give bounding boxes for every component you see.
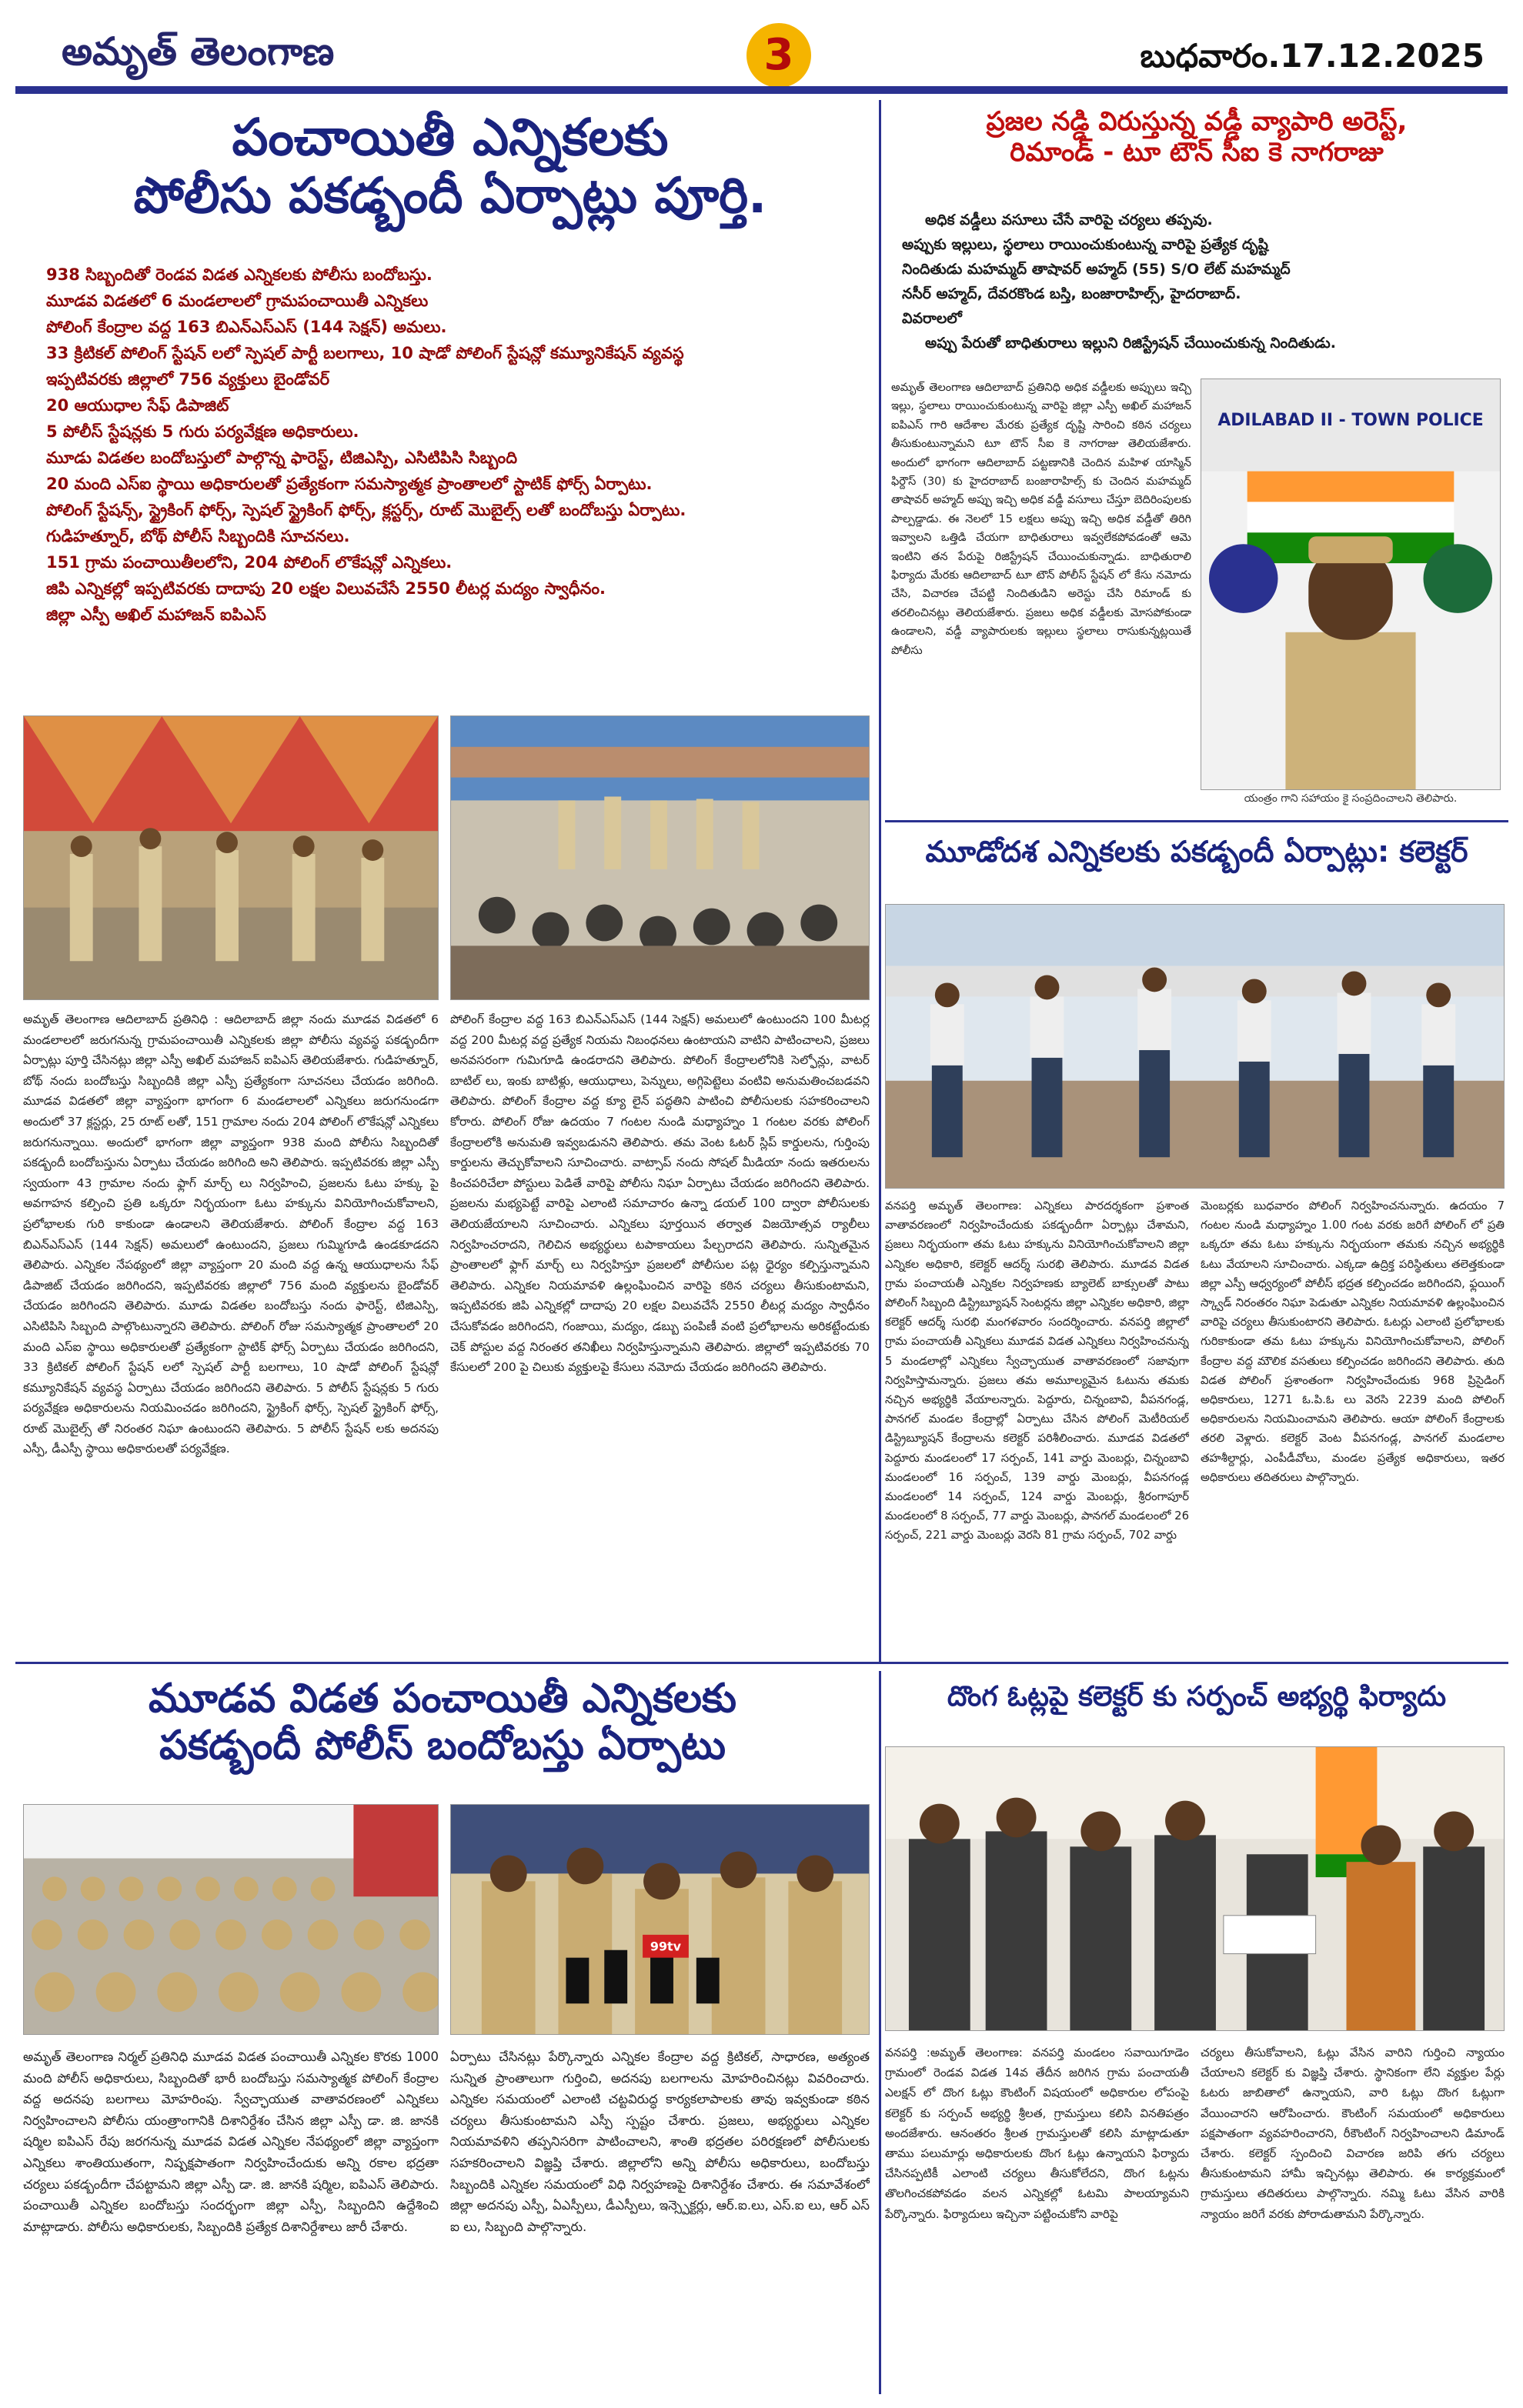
story-police-headline-line2: పోలీసు పకడ్బందీ ఏర్పాట్లు పూర్తి. (133, 167, 767, 225)
tv-mic-label: 99tv (650, 1939, 682, 1954)
sp-press-meet-photo (450, 1804, 870, 2035)
story-police-points (46, 262, 862, 628)
newspaper-brand: అమృత్ తెలంగాణ (62, 29, 335, 74)
story-police-col1: అమృత్ తెలంగాణ ఆదిలాబాద్ ప్రతినిధి : ఆదిలాబాద్ జిల్లా నందు మూడవ విడతలో 6 మండలాలలో జరుగనున్న గ్రామపంచాయితీ ఎన్నికలకు జిల్లా పోలీసు వ్యవస్థ పకడ్బందీగా ఏర్పాట్లు పూర్తి చేసినట్లు జిల్లా ఎస్పీ అఖిల్ మహాజన్ ఐపిఎస్ తెలియజేశారు. గుడిహత్నూర్, బోథ్ నందు బందోబస్తు సిబ్బందికి జిల్లా ఎస్పీ ప్రత్యేకంగా సూచనలు చేయడం జరిగింది. మూడవ విడతలో జిల్లా వ్యాప్తంగా భాగంగా 6 మండలాలలో ఎన్నికలు జరుగనుండగా అందులో 37 క్లస్టర్లు, 25 రూట్ లతో, 151 గ్రామాల నందు 204 పోలింగ్ లొకేషన్లో ఎన్నికలు జరుగనున్నాయి. అందులో భాగంగా జిల్లా వ్యాప్తంగా 938 మంది పోలీసు సిబ్బందితో పకడ్బందీ బందోబస్తును ఏర్పాటు చేయడం జరిగింది అని తెలిపారు. ఇప్పటివరకు జిల్లా ఎస్పీ స్వయంగా 43 గ్రామాల నందు ఫ్లాగ్ మార్చ్ లు నిర్వహించి, ప్రజలను ఓటు హక్కు పై అవగాహన కల్పించి ప్రతి ఒక్కరూ నిర్భయంగా ఓటు హక్కును వినియోగించుకోవాలని, ప్రలోభాలకు గురి కాకుండా ఉండాలని తెలియజేశారు. పోలింగ్ కేంద్రాల వద్ద 163 బిఎన్ఎస్ఎస్ (144 సెక్షన్) అమలులో ఉంటుందని, ప్రజలు గుమ్మిగూడి ఉండకూడదని తెలిపారు. ఎన్నికల నేపథ్యంలో జిల్లా వ్యాప్తంగా 20 మంది వద్ద ఉన్న ఆయుధాలను సేఫ్ డిపాజిట్ చేయడం జరిగిందని, ఇప్పటివరకు జిల్లాలో 756 మంది వ్యక్తులను బైండోవర్ చేయడం జరిగిందని తెలిపారు. మూడు విడతల బందోబస్తు నందు ఫారెస్ట్, టిజిఎస్పి, ఎసిటిపిసి సిబ్బంది పాల్గొంటున్నారని తెలిపారు. పోలింగ్ రోజు సమస్యాత్మక ప్రాంతాలలో 20 మంది ఎస్ఐ స్థాయి అధికారులతో ప్రత్యేకంగా స్టాటిక్ ఫోర్స్ ఏర్పాటు చేయడం జరిగిందని, 33 క్రిటికల్ పోలింగ్ స్టేషన్ లలో స్పెషల్ పార్టీ బలగాలు, 10 షాడో పోలింగ్ స్టేషన్లో కమ్యూనికేషన్ వ్యవస్థ ఏర్పాటు చేయడం జరిగిందని తెలిపారు. 5 పోలీస్ స్టేషన్లకు 5 గురు పర్యవేక్షణ అధికారులను నియమించడం జరిగిందని, స్ట్రైకింగ్ ఫోర్స్, స్పెషల్ స్ట్రైకింగ్ ఫోర్స్, రూట్ మొబైల్స్ తో నిరంతర నిఘా ఉంటుందని తెలిపారు. 5 పోలీస్ స్టేషన్ లకు అదనపు ఎస్పీ, డీఎస్పీ స్థాయి అధికారులతో పర్యవేక్షణ. (23, 1012, 439, 1456)
issue-date: బుధవారం.17.12.2025 (1140, 37, 1485, 75)
story-police-third-headline-line1: మూడవ విడత పంచాయితీ ఎన్నికలకు (148, 1676, 736, 1722)
story-police-point: గుడిహత్నూర్, బోథ్ పోలీస్ సిబ్బందికి సూచనలు. (46, 527, 350, 545)
story-arrest-headline-line2: రిమాండ్ - టూ టౌన్ సీఐ కె నాగరాజు (1010, 137, 1384, 168)
story-police-point: పోలింగ్ కేంద్రాల వద్ద 163 బిఎన్ఎస్ఎస్ (144 సెక్షన్) అమలు. (46, 318, 447, 336)
story-collector-col1: వనపర్తి అమృత్ తెలంగాణ: ఎన్నికలు పారదర్శకంగా ప్రశాంత వాతావరణంలో నిర్వహించేందుకు పకడ్బందీగా ఏర్పాట్లు చేశామని, ప్రజలు నిర్భయంగా తమ ఓటు హక్కును వినియోగించుకోవాలని జిల్లా ఎన్నికల అధికారి, కలెక్టర్ ఆదర్శ్ సురభి తెలిపారు. మూడవ విడత గ్రామ పంచాయతీ ఎన్నికల నిర్వహణకు బ్యాలెట్ బాక్సులతో పాటు పోలింగ్ సిబ్బంది డిస్ట్రిబ్యూషన్ సెంటర్లను జిల్లా ఎన్నికల అధికారి, జిల్లా కలెక్టర్ ఆదర్శ్ సురభి మంగళవారం సందర్శించారు. వనపర్తి జిల్లాలో గ్రామ పంచాయతీ ఎన్నికలు మూడవ విడత ఎన్నికలు నిర్వహించనున్న 5 మండలాల్లో ఎన్నికలు స్వేచ్ఛాయుత వాతావరణంలో సజావుగా నిర్వహిస్తామన్నారు. ప్రజలు తమ అమూల్యమైన ఓటును తమకు నచ్చిన అభ్యర్థికి వేయాలన్నారు. పెద్దూరు, చిన్నంబావి, వీపనగండ్ల, పానగల్ మండల కేంద్రాల్లో ఏర్పాటు చేసిన పోలింగ్ మెటీరియల్ డిస్ట్రిబ్యూషన్ కేంద్రాలను కలెక్టర్ పరిశీలించారు. మూడవ విడతలో పెద్దూరు మండలంలో 17 సర్పంచ్, 141 వార్డు మెంబర్లు, చిన్నంబావి మండలంలో 16 సర్పంచ్, 139 వార్డు మెంబర్లు, వీపనగండ్ల మండలంలో 14 సర్పంచ్, 124 వార్డు మెంబర్లు, శ్రీరంగాపూర్ మండలంలో 8 సర్పంచ్, 77 వార్డు మెంబర్లు, పానగల్ మండలంలో 26 సర్పంచ్, 221 వార్డు మెంబర్లు వెరసి 81 గ్రామ సర్పంచ్, 702 వార్డు (885, 1199, 1189, 1543)
story-police-point: మూడవ విడతలో 6 మండలాలలో గ్రామపంచాయితీ ఎన్నికలు (46, 292, 429, 310)
story-police-point: 20 ఆయుధాల సేఫ్ డిపాజిట్ (46, 396, 229, 415)
masthead-rule (15, 86, 1508, 94)
story-police-third-col1: అమృత్ తెలంగాణ నిర్మల్ ప్రతినిధి మూడవ విడత పంచాయితీ ఎన్నికల కొరకు 1000 మంది పోలీస్ అధికారులు, సిబ్బందితో భారీ బందోబస్తు సమస్యాత్మక పోలింగ్ కేంద్రాల వద్ద అదనపు బలగాలు మోహరింపు. స్వేచ్ఛాయుత వాతావరణంలో ఎన్నికలు నిర్వహించాలని పోలీసు యంత్రాంగానికి దిశానిర్దేశం చేసిన జిల్లా ఎస్పీ డా. జి. జానకి షర్మిల ఐపిఎస్ రేపు జరగనున్న మూడవ విడత ఎన్నికల నేపథ్యంలో జిల్లా వ్యాప్తంగా ఎన్నికలు శాంతియుతంగా, నిష్పక్షపాతంగా నిర్వహించేందుకు అన్ని రకాల భద్రతా చర్యలు పకడ్బందీగా చేపట్టామని జిల్లా ఎస్పీ డా. జి. జానకి షర్మిల, ఐపిఎస్ తెలిపారు. పంచాయితీ ఎన్నికల బందోబస్తు సందర్భంగా జిల్లా ఎస్పీ, సిబ్బందిని ఉద్దేశించి మాట్లాడారు. పోలీసు అధికారులకు, సిబ్బందికి ప్రత్యేక దిశానిర్దేశాలు జారీ చేశారు. (23, 2049, 439, 2234)
story-police-third-headline (15, 1676, 870, 1770)
story-fake-votes-headline: దొంగ ఓట్లపై కలెక్టర్ కు సర్పంచ్ అభ్యర్థి ఫిర్యాదు (947, 1681, 1447, 1713)
story-arrest-point: అప్పు పేరుతో బాధితురాలు ఇల్లుని రిజిస్ట్రేషన్ చేయించుకున్న నిందితుడు. (925, 335, 1336, 352)
section-rule (885, 820, 1508, 822)
story-arrest-point: వివరాలలో (902, 310, 962, 327)
story-arrest-point: అప్పుకు ఇల్లులు, స్థలాలు రాయించుకుంటున్న వారిపై ప్రత్యేక దృష్టి (902, 236, 1268, 253)
story-arrest-points (902, 208, 1502, 355)
page-number-badge: 3 (746, 23, 811, 88)
story-arrest-caption: యంత్రం గాని సహాయం కై సంప్రదించాలని తెలిపారు. (1244, 792, 1458, 805)
story-police-headline-line1: పంచాయితీ ఎన్నికలకు (232, 108, 669, 167)
column-divider (879, 1671, 881, 2394)
story-police-point: 33 క్రిటికల్ పోలింగ్ స్టేషన్ లలో స్పెషల్ పార్టీ బలగాలు, 10 షాడో పోలింగ్ స్టేషన్లో కమ్యూనికేషన్ వ్యవస్థ (46, 344, 684, 362)
collector-petition-photo (885, 1746, 1505, 2031)
story-police-headline (31, 108, 870, 225)
story-arrest-body: అమృత్ తెలంగాణ ఆదిలాబాద్ ప్రతినిధి అధిక వడ్డీలకు అప్పులు ఇచ్చి ఇల్లు, స్థలాలు రాయించుకుంటున్న వారిపై జిల్లా ఎస్పీ అఖిల్ మహాజన్ ఐపిఎస్ గారి ఆదేశాల మేరకు ప్రత్యేక దృష్టి సారించి కఠిన చర్యలు తీసుకుంటున్నామని టూ టౌన్ సీఐ కె నాగరాజు తెలియజేశారు. అందులో భాగంగా ఆదిలాబాద్ పట్టణానికి చెందిన మహిళ యాస్మిన్ ఫిర్దౌస్ (30) కు హైదరాబాద్ బంజారాహిల్స్ కు చెందిన మహమ్మద్ తాషావర్ అహ్మద్ అప్పు ఇచ్చి అధిక వడ్డీ వసూలు చేస్తూ బెదిరింపులకు పాల్పడ్డాడు. ఈ నెలలో 15 లక్షలు అప్పు ఇచ్చి అధిక వడ్డీతో తిరిగి ఇవ్వాలని ఒత్తిడి చేయగా బాధితురాలు ఇవ్వలేకపోవడంతో ఆమె ఇంటిని తన పేరుపై రిజిస్ట్రేషన్ చేయించుకున్నాడు. బాధితురాలి ఫిర్యాదు మేరకు ఆదిలాబాద్ టూ టౌన్ పోలీస్ స్టేషన్ లో కేసు నమోదు చేసి, విచారణ చేపట్టి నిందితుడిని అరెస్టు చేసి రిమాండ్ కు తరలించినట్లు తెలియజేశారు. ప్రజలు అధిక వడ్డీలకు మోసపోకుండా ఉండాలని, వడ్డీ వ్యాపారులకు ఇల్లులు స్థలాలు రాసుకున్నట్లయితే పోలీసు (891, 382, 1191, 657)
story-police-point: ఇప్పటివరకు జిల్లాలో 756 వ్యక్తులు బైండోవర్ (46, 370, 330, 389)
story-police-point: 5 పోలీస్ స్టేషన్లకు 5 గురు పర్యవేక్షణ అధికారులు. (46, 422, 359, 441)
story-police-third-col2: ఏర్పాటు చేసినట్లు పేర్కొన్నారు ఎన్నికల కేంద్రాల వద్ద క్రిటికల్, సాధారణ, అత్యంత సున్నిత ప్రాంతాలుగా గుర్తించి, అదనపు బలగాలను మోహరించినట్లు వివరించారు. ఎన్నికల సమయంలో ఎలాంటి చట్టవిరుద్ధ కార్యకలాపాలకు తావు ఇవ్వకుండా కఠిన చర్యలు తీసుకుంటామని ఎస్పీ స్పష్టం చేశారు. ప్రజలు, అభ్యర్థులు ఎన్నికల నియమావళిని తప్పనిసరిగా పాటించాలని, శాంతి భద్రతల పరిరక్షణలో పోలీసులకు సహకరించాలని విజ్ఞప్తి చేశారు. జిల్లాలోని అన్ని పోలీసు అధికారులు, బందోబస్తు సిబ్బందికి ఎన్నికల సమయంలో విధి నిర్వహణపై దిశానిర్దేశం చేశారు. ఈ సమావేశంలో జిల్లా అదనపు ఎస్పీ, ఏఎస్పీలు, డీఎస్పీలు, ఇన్స్పెక్టర్లు, ఆర్.ఐ.లు, ఎస్.ఐ లు, ఆర్ ఎస్ ఐ లు, సిబ్బంది పాల్గొన్నారు. (450, 2049, 870, 2234)
story-collector-col2: మెంబర్లకు బుధవారం పోలింగ్ నిర్వహించనున్నారు. ఉదయం 7 గంటల నుండి మధ్యాహ్నం 1.00 గంట వరకు జరిగే పోలింగ్ లో ప్రతి ఒక్కరూ తమ ఓటు హక్కును నిర్భయంగా తమకు నచ్చిన అభ్యర్థికి ఓటు వేయాలని సూచించారు. ఎక్కడా ఉద్రిక్త పరిస్థితులు తలెత్తకుండా జిల్లా ఎస్పీ ఆధ్వర్యంలో పోలీస్ భద్రత కల్పించడం జరిగిందని, ఫ్లయింగ్ స్క్వాడ్ నిరంతరం నిఘా పెడుతూ ఎన్నికల నియమావళి ఉల్లంఘించిన వారిపై చర్యలు తీసుకుంటారని తెలిపారు. ఓటర్లు ఎలాంటి ప్రలోభాలకు గురికాకుండా తమ ఓటు హక్కును వినియోగించుకోవాలని, పోలింగ్ కేంద్రాల వద్ద మౌలిక వసతులు కల్పించడం జరిగిందని తెలిపారు. తుది విడత పోలింగ్ ప్రశాంతంగా నిర్వహించేందుకు 968 ప్రిసైడింగ్ అధికారులు, 1271 ఓ.పి.ఓ లు వెరసి 2239 మంది పోలింగ్ అధికారులను నియమించామని తెలిపారు. ఆయా పోలింగ్ కేంద్రాలకు తరలి వెళ్లారు. కలెక్టర్ వెంట వీపనగండ్ల, పానగల్ మండలాల తహశీల్దార్లు, ఎంపీడీవోలు, మండల ప్రత్యేక అధికారులు, ఇతర అధికారులు తదితరులు పాల్గొన్నారు. (1201, 1199, 1505, 1484)
story-police-point: 20 మంది ఎస్ఐ స్థాయి అధికారులతో ప్రత్యేకంగా సమస్యాత్మక ప్రాంతాలలో స్టాటిక్ ఫోర్స్ ఏర్పాటు. (46, 475, 653, 493)
arrest-photo (1201, 379, 1501, 790)
story-fake-votes-col1: వనపర్తి :అమృత్ తెలంగాణ: వనపర్తి మండలం సవాయిగూడెం గ్రామంలో రెండవ విడత 14వ తేదీన జరిగిన గ్రామ పంచాయతీ ఎలక్షన్ లో దొంగ ఓట్లు కౌంటింగ్ విషయంలో అధికారుల లోపంపై కలెక్టర్ కు సర్పంచ్ అభ్యర్థి శ్రీలత, గ్రామస్తులు కలిసి వినతిపత్రం అందజేశారు. ఆనంతరం శ్రీలత గ్రామస్తులతో కలిసి మాట్లాడుతూ తాము పలుమార్లు అధికారులకు దొంగ ఓట్లు ఉన్నాయని ఫిర్యాదు చేసినప్పటికీ ఎలాంటి చర్యలు తీసుకోలేదని, దొంగ ఓట్లను తొలగించకపోవడం వలన ఎన్నికల్లో ఓటమి పాలయ్యామని పేర్కొన్నారు. ఫిర్యాదులు ఇచ్చినా పట్టించుకోని వారిపై (885, 2046, 1189, 2221)
police-assembly-photo (23, 1804, 439, 2035)
story-police-third-headline-line2: పకడ్బందీ పోలీస్ బందోబస్తు ఏర్పాటు (159, 1723, 726, 1769)
police-station-sign: ADILABAD II - TOWN POLICE (1217, 410, 1484, 430)
story-police-point: జిపి ఎన్నికల్లో ఇప్పటివరకు దాదాపు 20 లక్షల విలువచేసే 2550 లీటర్ల మద్యం స్వాధీనం. (46, 579, 606, 598)
police-briefing-photo (23, 715, 439, 1000)
police-meeting-photo (450, 715, 870, 1000)
column-divider (879, 100, 881, 1662)
story-fake-votes-col2: చర్యలు తీసుకోవాలని, ఓట్లు వేసిన వారిని గుర్తించి న్యాయం చేయాలని కలెక్టర్ కు విజ్ఞప్తి చేశారు. స్థానికంగా లేని వ్యక్తుల పేర్లు ఓటరు జాబితాలో ఉన్నాయని, వారి ఓట్లు దొంగ ఓట్లుగా వేయించారని ఆరోపించారు. కౌంటింగ్ సమయంలో అధికారులు పక్షపాతంగా వ్యవహరించారని, రీకౌంటింగ్ నిర్వహించాలని డిమాండ్ చేశారు. కలెక్టర్ స్పందించి విచారణ జరిపి తగు చర్యలు తీసుకుంటామని హామీ ఇచ్చినట్లు తెలిపారు. ఈ కార్యక్రమంలో గ్రామస్తులు తదితరులు పాల్గొన్నారు. నమ్మి ఓటు వేసిన వారికి న్యాయం జరిగే వరకు పోరాడుతామని పేర్కొన్నారు. (1201, 2046, 1505, 2221)
story-police-point: మూడు విడతల బందోబస్తులో పాల్గొన్న ఫారెస్ట్, టిజిఎస్పి, ఎసిటిపిసి సిబ్బంది (46, 449, 518, 467)
story-arrest-headline (889, 106, 1505, 168)
collector-inspection-photo (885, 904, 1505, 1189)
story-arrest-point: నిందితుడు మహమ్మద్ తాషావర్ అహ్మద్ (55) S/O లేట్ మహమ్మద్ (902, 261, 1291, 278)
story-police-point: జిల్లా ఎస్పీ అఖిల్ మహాజన్ ఐపిఎస్ (46, 605, 266, 624)
story-collector-headline: మూడోదశ ఎన్నికలకు పకడ్బందీ ఏర్పాట్లు: కలెక్టర్ (925, 835, 1468, 869)
story-police-point: పోలింగ్ స్టేషన్స్, స్ట్రైకింగ్ ఫోర్స్, స్పెషల్ స్ట్రైకింగ్ ఫోర్స్, క్లస్టర్స్, రూట్ మొబైల్స్ లతో బందోబస్తు ఏర్పాటు. (46, 501, 686, 519)
story-police-point: 151 గ్రామ పంచాయితీలలోని, 204 పోలింగ్ లొకేషన్లో ఎన్నికలు. (46, 553, 453, 572)
story-arrest-point: అధిక వడ్డీలు వసూలు చేసే వారిపై చర్యలు తప్పవు. (925, 212, 1213, 228)
story-police-point: 938 సిబ్బందితో రెండవ విడత ఎన్నికలకు పోలీసు బందోబస్తు. (46, 265, 433, 284)
masthead (15, 15, 1508, 92)
story-arrest-headline-line1: ప్రజల నడ్డి విరుస్తున్న వడ్డీ వ్యాపారి అరెస్ట్, (986, 106, 1408, 137)
section-rule (15, 1662, 1508, 1664)
story-arrest-point: నసీర్ అహ్మద్, దేవరకొండ బస్తి, బంజారాహిల్స్, హైదరాబాద్. (902, 285, 1241, 302)
story-police-col2: పోలింగ్ కేంద్రాల వద్ద 163 బిఎన్ఎస్ఎస్ (144 సెక్షన్) అమలులో ఉంటుందని 100 మీటర్ల వద్ద 200 మీటర్ల వద్ద ప్రత్యేక నియమ నిబంధనలు ఉంటాయని వాటిని పాటించాలని, ప్రజలు అనవసరంగా గుమిగూడి ఉండరాదని తెలిపారు. పోలింగ్ కేంద్రాలలోనికి సెల్ఫోన్లు, వాటర్ బాటిల్ లు, ఇంకు బాటిళ్లు, ఆయుధాలు, పెన్నులు, అగ్గిపెట్టెలు వంటివి అనుమతించబడవని తెలిపారు. పోలింగ్ కేంద్రాల వద్ద క్యూ లైన్ పద్ధతిని పాటించి పోలీసులకు సహకరించాలని కోరారు. పోలింగ్ రోజు ఉదయం 7 గంటల నుండి మధ్యాహ్నం 1 గంటల వరకు పోలింగ్ కేంద్రాలలోకి అనుమతి ఇవ్వబడునని తెలిపారు. తమ వెంట ఓటర్ స్లిప్ కార్డులను, గుర్తింపు కార్డులను తెచ్చుకోవాలని సూచించారు. వాట్సాప్ నందు సోషల్ మీడియా నందు ఇతరులను కించపరిచేలా పోస్టులు పెడితే వారిపై పోలీసు నిఘా ఏర్పాటు చేయడం జరిగిందని తెలిపారు. ప్రజలను మభ్యపెట్టే వారిపై ఎలాంటి సమాచారం ఉన్నా డయల్ 100 ద్వారా పోలీసులకు తెలియజేయాలని సూచించారు. ఎన్నికలు పూర్తయిన తర్వాత విజయోత్సవ ర్యాలీలు నిర్వహించరాదని, గెలిచిన అభ్యర్థులు టపాకాయలు పేల్చరాదని తెలిపారు. సున్నితమైన ప్రాంతాలలో ఫ్లాగ్ మార్చ్ లు నిర్వహిస్తూ ప్రజలలో పోలీసుల పట్ల ధైర్యం కల్పిస్తున్నామని తెలిపారు. ఎన్నికల నియమావళి ఉల్లంఘించిన వారిపై కఠిన చర్యలు తీసుకుంటామని, ఇప్పటివరకు జిపి ఎన్నికల్లో దాదాపు 20 లక్షల విలువచేసే 2550 లీటర్ల మద్యం స్వాధీనం చేసుకోవడం జరిగిందని, గంజాయి, మద్యం, డబ్బు పంపిణీ వంటి ప్రలోభాలను అరికట్టేందుకు చెక్ పోస్టుల వద్ద నిరంతర తనిఖీలు నిర్వహిస్తున్నామని తెలిపారు. జిల్లాలో ఇప్పటివరకు 70 కేసులలో 200 పై చిలుకు వ్యక్తులపై కేసులు నమోదు చేయడం జరిగిందని తెలిపారు. (450, 1012, 870, 1375)
